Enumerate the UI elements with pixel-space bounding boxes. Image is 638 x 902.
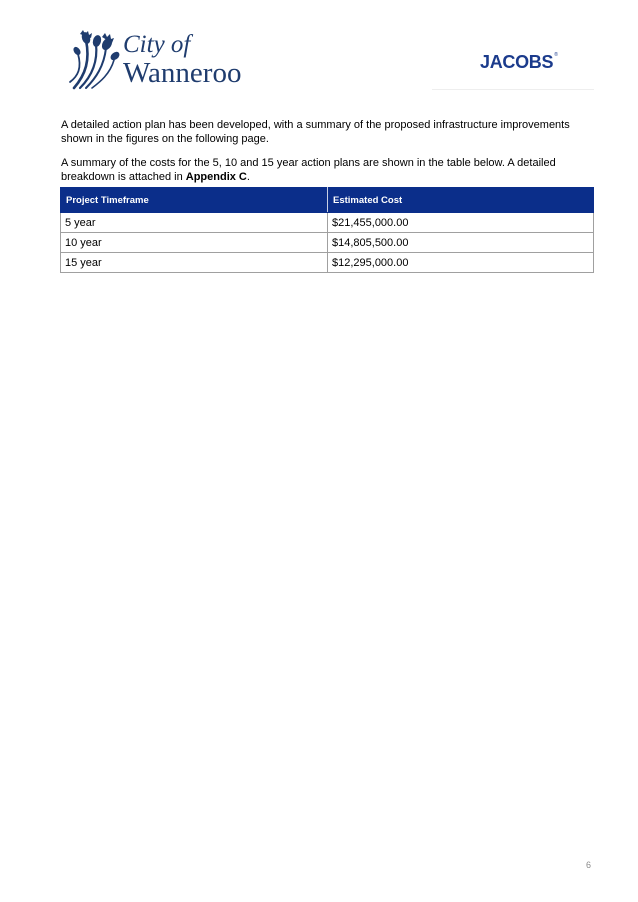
cost-cell: $14,805,500.00: [328, 233, 594, 253]
table-row: [61, 213, 594, 233]
registered-mark: ®: [554, 52, 558, 58]
header-divider: [432, 89, 594, 90]
page-number: 6: [586, 860, 592, 870]
table-row: [61, 233, 594, 253]
cost-summary-end: .: [246, 171, 250, 183]
column-header-cost: Estimated Cost: [328, 188, 594, 213]
table-header-row: [61, 188, 594, 213]
timeframe-cell: 5 year: [61, 213, 328, 233]
cost-summary-paragraph: [61, 156, 596, 184]
column-header-timeframe: Project Timeframe: [61, 188, 328, 213]
logo-line-city-of: City of: [123, 31, 191, 58]
logo-line-wanneroo: Wanneroo: [123, 57, 242, 89]
city-of-wanneroo-logo: [66, 30, 271, 90]
timeframe-cell: 15 year: [61, 253, 328, 273]
cost-cell: $21,455,000.00: [328, 213, 594, 233]
timeframe-cell: 10 year: [61, 233, 328, 253]
kangaroo-paw-emblem-icon: [66, 30, 124, 90]
table-row: [61, 253, 594, 273]
intro-paragraph: A detailed action plan has been developed, with a summary of the proposed infrastructure improvements shown in the figures on the following page.: [61, 119, 570, 145]
jacobs-logo: [480, 52, 558, 73]
cost-cell: $12,295,000.00: [328, 253, 594, 273]
cost-summary-text: A summary of the costs for the 5, 10 and 15 year action plans are shown in the table below. A detailed breakdown is attached in: [61, 157, 556, 183]
cost-table: [60, 187, 594, 273]
jacobs-wordmark: JACOBS: [480, 52, 554, 72]
appendix-reference: Appendix C: [185, 171, 247, 183]
